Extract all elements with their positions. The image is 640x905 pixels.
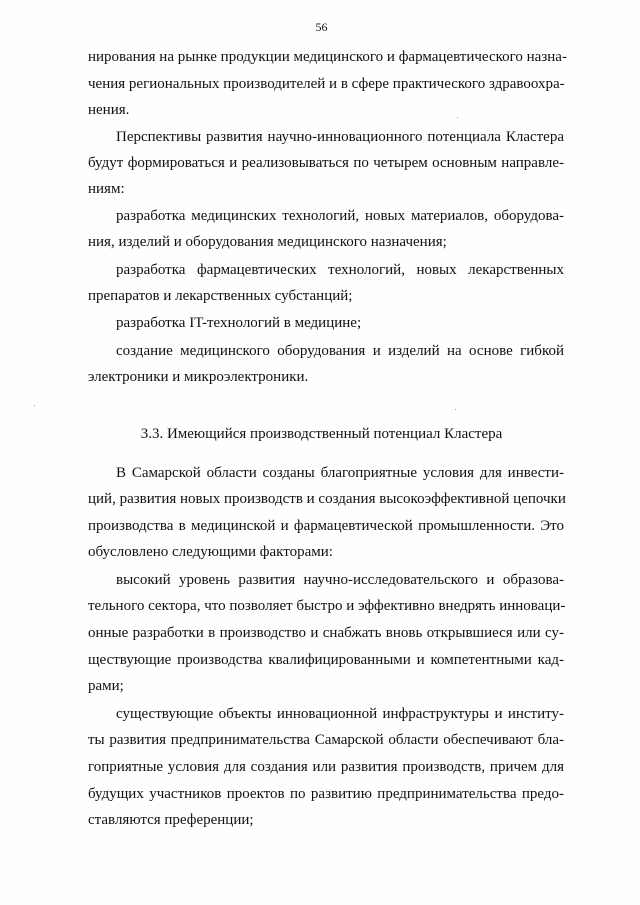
text-line: гоприятные условия для создания или развития производств, причем для (88, 759, 564, 775)
text-line: препаратов и лекарственных субстанций; (88, 288, 353, 304)
section-heading: 3.3. Имеющийся производственный потенциал Кластера (140, 426, 503, 442)
text-line: В Самарской области созданы благоприятные условия для инвести- (116, 465, 564, 481)
text-line: электроники и микроэлектроники. (88, 369, 309, 385)
text-line: разработка медицинских технологий, новых материалов, оборудова- (116, 208, 564, 224)
text-line: нирования на рынке продукции медицинского и фармацевтического назна- (88, 49, 567, 65)
text-line: ществующие производства квалифицированными и компетентными кад- (88, 652, 564, 668)
text-line: создание медицинского оборудования и изделий на основе гибкой (116, 343, 564, 359)
text-line: ния, изделий и оборудования медицинского назначения; (88, 234, 447, 250)
scan-speck (455, 409, 456, 410)
text-line: онные разработки в производство и снабжать вновь открывшиеся или су- (88, 625, 564, 641)
text-line: разработка фармацевтических технологий, новых лекарственных (116, 262, 564, 278)
text-line: производства в медицинской и фармацевтической промышленности. Это (88, 518, 564, 534)
text-line: существующие объекты инновационной инфраструктуры и институ- (116, 706, 564, 722)
scan-speck (34, 405, 35, 406)
text-line: нения. (88, 102, 130, 118)
text-line: разработка IT-технологий в медицине; (116, 315, 362, 331)
text-line: будут формироваться и реализовываться по четырем основным направле- (88, 155, 564, 171)
text-line: Перспективы развития научно-инновационного потенциала Кластера (116, 129, 564, 145)
text-line: тельного сектора, что позволяет быстро и эффективно внедрять инноваци- (88, 598, 566, 614)
scan-speck (457, 117, 458, 118)
text-line: будущих участников проектов по развитию предпринимательства предо- (88, 786, 564, 802)
text-line: высокий уровень развития научно-исследовательского и образова- (116, 572, 564, 588)
page-number: 56 (315, 20, 328, 34)
text-line: ставляются преференции; (88, 812, 254, 828)
text-line: ты развития предпринимательства Самарской области обеспечивают бла- (88, 732, 564, 748)
text-line: ций, развития новых производств и создания высокоэффективной цепочки (88, 491, 566, 507)
text-line: чения региональных производителей и в сфере практического здравоохра- (88, 76, 565, 92)
text-line: ниям: (88, 181, 125, 197)
text-line: рами; (88, 678, 124, 694)
text-line: обусловлено следующими факторами: (88, 544, 333, 560)
